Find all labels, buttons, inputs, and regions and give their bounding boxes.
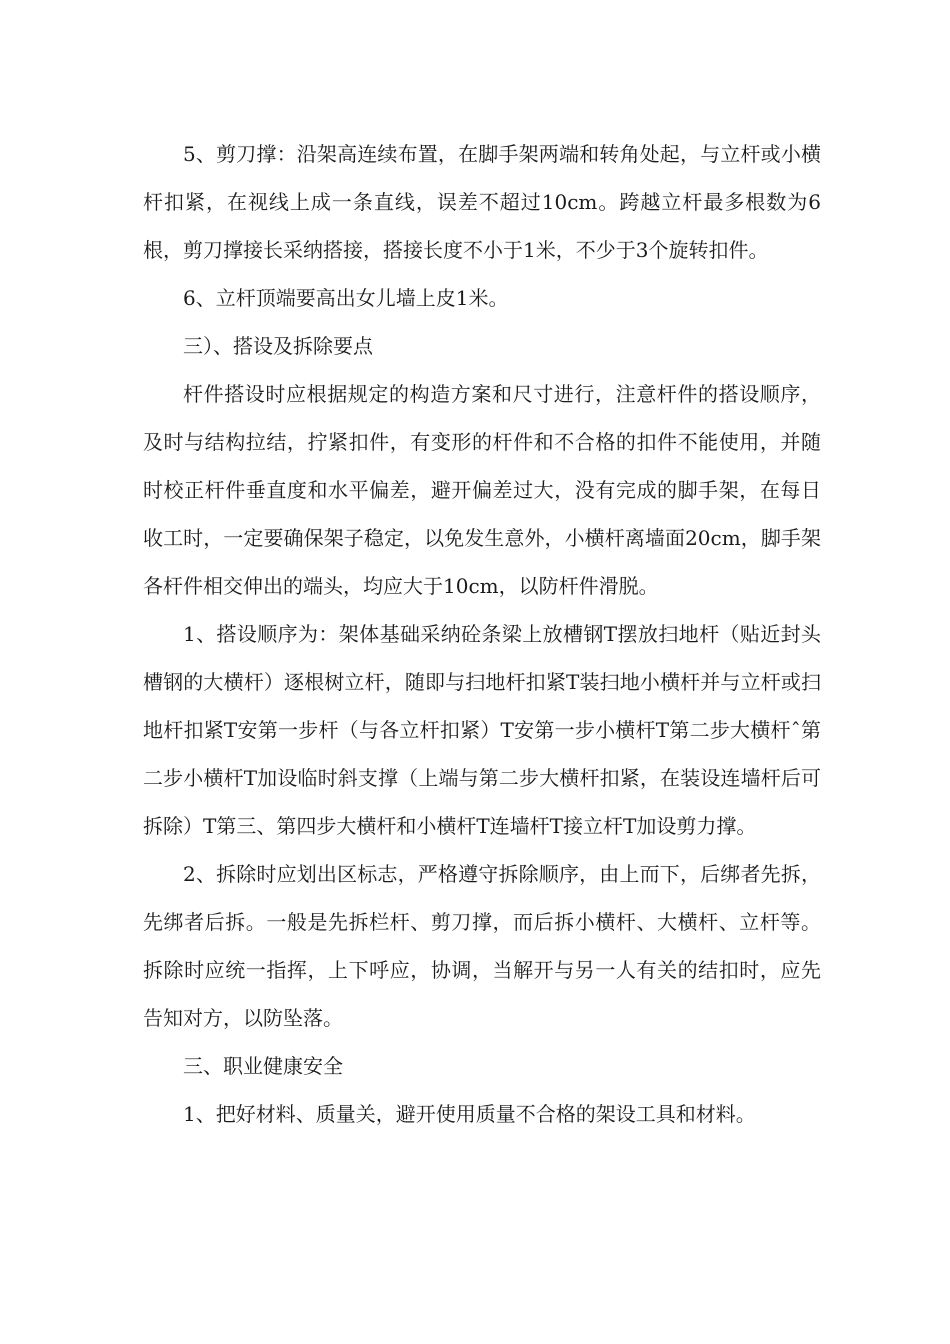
paragraph-erection-general: 杆件搭设时应根据规定的构造方案和尺寸进行，注意杆件的搭设顺序，及时与结构拉结，拧紧扣件，有变形的杆件和不合格的扣件不能使用，并随时校正杆件垂直度和水平偏差，避开偏差过大，没有完成的脚手架，在每日收工时，一定要确保架子稳定，以免发生意外，小横杆离墙面20cm，脚手架各杆件相交伸出的端头，均应大于10cm，以防杆件滑脱。 <box>143 382 821 598</box>
section-heading-occupational-safety: 三、职业健康安全 <box>183 1054 343 1078</box>
paragraph-material-quality: 1、把好材料、质量关，避开使用质量不合格的架设工具和材料。 <box>183 1102 756 1126</box>
paragraph-dismantling: 2、拆除时应划出区标志，严格遵守拆除顺序，由上而下，后绑者先拆，先绑者后拆。一般是先拆栏杆、剪刀撑，而后拆小横杆、大横杆、立杆等。拆除时应统一指挥，上下呼应，协调，当解开与另一人有关的结扣时，应先告知对方，以防坠落。 <box>143 862 821 1030</box>
section-heading-erection-dismantling: 三）、搭设及拆除要点 <box>183 334 373 358</box>
document-body <box>143 130 821 1138</box>
paragraph-pole-top: 6、立杆顶端要高出女儿墙上皮1米。 <box>183 286 509 310</box>
paragraph-erection-sequence: 1、搭设顺序为：架体基础采纳砼条梁上放槽钢T摆放扫地杆（贴近封头槽钢的大横杆）逐根树立杆，随即与扫地杆扣紧T装扫地小横杆并与立杆或扫地杆扣紧T安第一步杆（与各立杆扣紧）T安第一步小横杆T第二步大横杆ˆ第二步小横杆T加设临时斜支撑（上端与第二步大横杆扣紧，在装设连墙杆后可拆除）T第三、第四步大横杆和小横杆T连墙杆T接立杆T加设剪力撑。 <box>143 622 821 838</box>
paragraph-scissor-brace: 5、剪刀撑：沿架高连续布置，在脚手架两端和转角处起，与立杆或小横杆扣紧，在视线上成一条直线，误差不超过10cm。跨越立杆最多根数为6根，剪刀撑接长采纳搭接，搭接长度不小于1米，不少于3个旋转扣件。 <box>143 142 821 262</box>
